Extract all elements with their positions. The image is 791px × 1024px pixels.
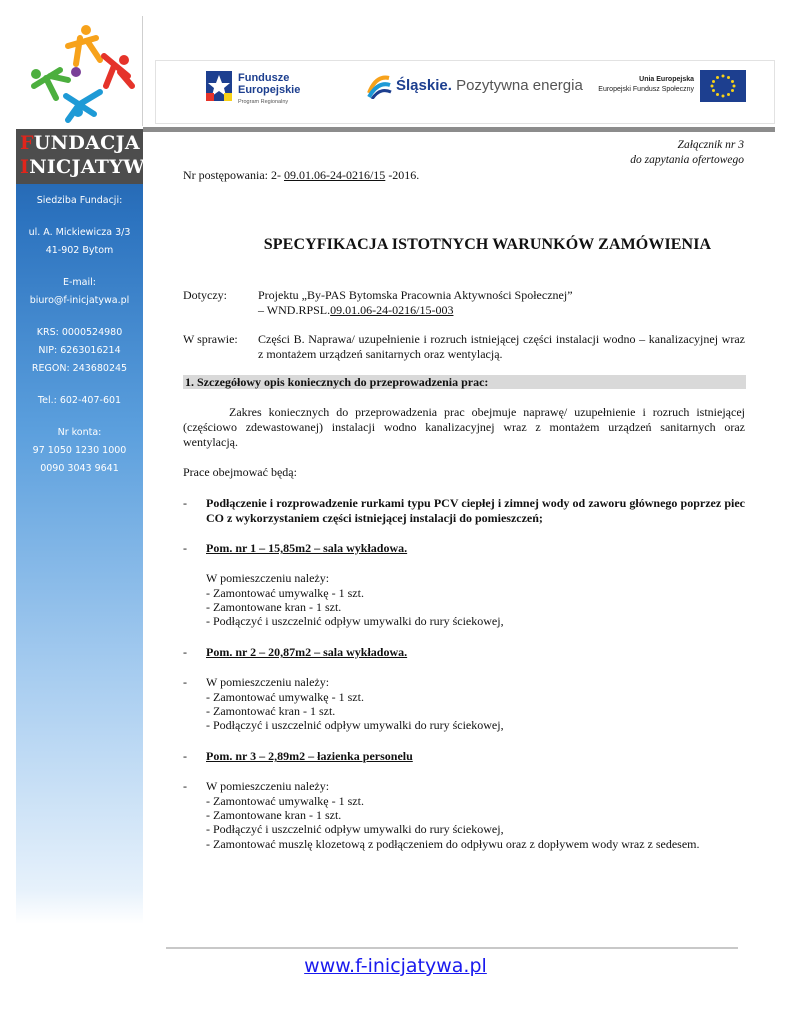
list-dash: - bbox=[183, 779, 187, 793]
room-3-line-3: - Podłączyć i uszczelnić odpływ umywalki do rury ściekowej, bbox=[206, 822, 504, 836]
room-2-line-2: - Zamontować kran - 1 szt. bbox=[206, 704, 336, 718]
email-block bbox=[16, 274, 143, 310]
funding-logos-strip bbox=[155, 60, 775, 124]
sidebar bbox=[16, 129, 159, 924]
room-3-line-0: W pomieszczeniu należy: bbox=[206, 779, 330, 793]
scope-paragraph: Zakres koniecznych do przeprowadzenia prac obejmuje naprawę/ uzupełnienie i rozruch istniejącej (częściowo zdewastowanej) instalacji wodno kanalizacyjnej wraz z montażem urządzeń sanitarnych oraz wentylacją. bbox=[183, 405, 745, 449]
seat-info bbox=[16, 192, 143, 210]
brand-word-2: NICJATYWA bbox=[29, 156, 159, 178]
address-line2: 41-902 Bytom bbox=[45, 245, 114, 256]
fe-star-icon bbox=[206, 71, 232, 101]
concerns-line1: Projektu „By-PAS Bytomska Pracownia Aktywności Społecznej” bbox=[258, 288, 573, 302]
concerns-label: Dotyczy: bbox=[183, 288, 227, 302]
document-title: SPECYFIKACJA ISTOTNYCH WARUNKÓW ZAMÓWIENIA bbox=[263, 236, 712, 253]
room-1-title: Pom. nr 1 – 15,85m2 – sala wykładowa. bbox=[206, 541, 408, 555]
foundation-logo bbox=[16, 16, 143, 126]
account-line2: 0090 3043 9641 bbox=[40, 463, 119, 474]
fundusze-europejskie-logo bbox=[206, 67, 356, 117]
account-line1: 97 1050 1230 1000 bbox=[32, 445, 127, 456]
fe-line1: Fundusze bbox=[238, 72, 290, 84]
work-item-1: Podłączenie i rozprowadzenie rurkami typu PCV ciepłej i zimnej wody od zaworu głównego poprzez piec CO z wykorzystaniem części istniejącej instalacji do pomieszczeń; bbox=[206, 496, 745, 525]
list-dash: - bbox=[183, 675, 187, 689]
room-1-line-3: - Podłączyć i uszczelnić odpływ umywalki do rury ściekowej, bbox=[206, 614, 504, 628]
concerns-line2: – WND.RPSL.09.01.06-24-0216/15-003 bbox=[258, 303, 454, 317]
room-2-title: Pom. nr 2 – 20,87m2 – sala wykładowa. bbox=[206, 645, 408, 659]
nip-number: NIP: 6263016214 bbox=[38, 345, 121, 356]
section-heading: 1. Szczegółowy opis koniecznych do przeprowadzenia prac: bbox=[183, 375, 746, 389]
foundation-name bbox=[16, 129, 159, 184]
phone-number: Tel.: 602-407-601 bbox=[37, 395, 122, 406]
eu-logo bbox=[594, 69, 774, 113]
krs-number: KRS: 0000524980 bbox=[36, 327, 123, 338]
list-dash: - bbox=[183, 645, 187, 659]
list-dash: - bbox=[183, 496, 187, 510]
room-3-line-2: - Zamontowane kran - 1 szt. bbox=[206, 808, 342, 822]
procedure-number: Nr postępowania: 2- 09.01.06-24-0216/15 -2016. bbox=[183, 168, 420, 182]
attachment-number: Załącznik nr 3 bbox=[677, 139, 744, 151]
application-number: 09.01.06-24-0216/15-003 bbox=[330, 303, 454, 317]
brand-initial-f: F bbox=[20, 132, 34, 154]
account-block bbox=[16, 424, 143, 478]
footer-divider bbox=[166, 947, 738, 949]
brand-initial-i: I bbox=[20, 156, 30, 178]
account-label: Nr konta: bbox=[57, 427, 102, 438]
room-1-line-1: - Zamontować umywalkę - 1 szt. bbox=[206, 586, 364, 600]
concerns-value bbox=[258, 288, 745, 318]
email-label: E-mail: bbox=[63, 277, 96, 288]
eu-flag-icon bbox=[700, 70, 746, 102]
fe-line3: Program Regionalny bbox=[238, 99, 289, 105]
website-link[interactable]: www.f-inicjatywa.pl bbox=[304, 955, 487, 977]
room-1-line-0: W pomieszczeniu należy: bbox=[206, 571, 330, 585]
address-block bbox=[16, 224, 143, 260]
procedure-code: 09.01.06-24-0216/15 bbox=[283, 168, 386, 182]
attachment-note: do zapytania ofertowego bbox=[630, 154, 744, 166]
slaskie-tagline: Pozytywna energia bbox=[456, 77, 583, 94]
matter-value: Części B. Naprawa/ uzupełnienie i rozruch istniejącej części instalacji wodno – kanalizacyjnej wraz z montażem urządzeń sanitarnych oraz wentylacją. bbox=[258, 332, 745, 361]
header-divider bbox=[143, 127, 775, 132]
room-2-line-0: W pomieszczeniu należy: bbox=[206, 675, 330, 689]
list-dash: - bbox=[183, 541, 187, 555]
room-2-line-1: - Zamontować umywalkę - 1 szt. bbox=[206, 690, 364, 704]
works-intro: Prace obejmować będą: bbox=[183, 465, 297, 479]
room-2-line-3: - Podłączyć i uszczelnić odpływ umywalki do rury ściekowej, bbox=[206, 718, 504, 732]
address-line1: ul. A. Mickiewicza 3/3 bbox=[28, 227, 131, 238]
fe-line2: Europejskie bbox=[238, 84, 301, 96]
seat-label: Siedziba Fundacji: bbox=[36, 195, 123, 206]
room-3-line-4: - Zamontować muszlę klozetową z podłączeniem do odpływu oraz z dopływem wody wraz z sedesem. bbox=[206, 837, 700, 851]
email-value[interactable]: biuro@f-inicjatywa.pl bbox=[29, 295, 130, 306]
people-figures-icon bbox=[16, 16, 143, 126]
brand-word-1: UNDACJA bbox=[33, 132, 140, 154]
slaskie-brand: Śląskie. bbox=[396, 77, 452, 94]
regon-number: REGON: 243680245 bbox=[31, 363, 128, 374]
room-3-title: Pom. nr 3 – 2,89m2 – łazienka personelu bbox=[206, 749, 413, 763]
slaskie-logo bbox=[366, 71, 583, 111]
matter-label: W sprawie: bbox=[183, 332, 238, 346]
phone-block bbox=[16, 392, 143, 410]
eu-line1: Unia Europejska bbox=[639, 76, 694, 83]
list-dash: - bbox=[183, 749, 187, 763]
registry-block bbox=[16, 324, 143, 378]
slaskie-swirl-icon bbox=[366, 73, 392, 99]
eu-line2: Europejski Fundusz Społeczny bbox=[598, 86, 694, 93]
room-3-line-1: - Zamontować umywalkę - 1 szt. bbox=[206, 794, 364, 808]
room-1-line-2: - Zamontowane kran - 1 szt. bbox=[206, 600, 342, 614]
